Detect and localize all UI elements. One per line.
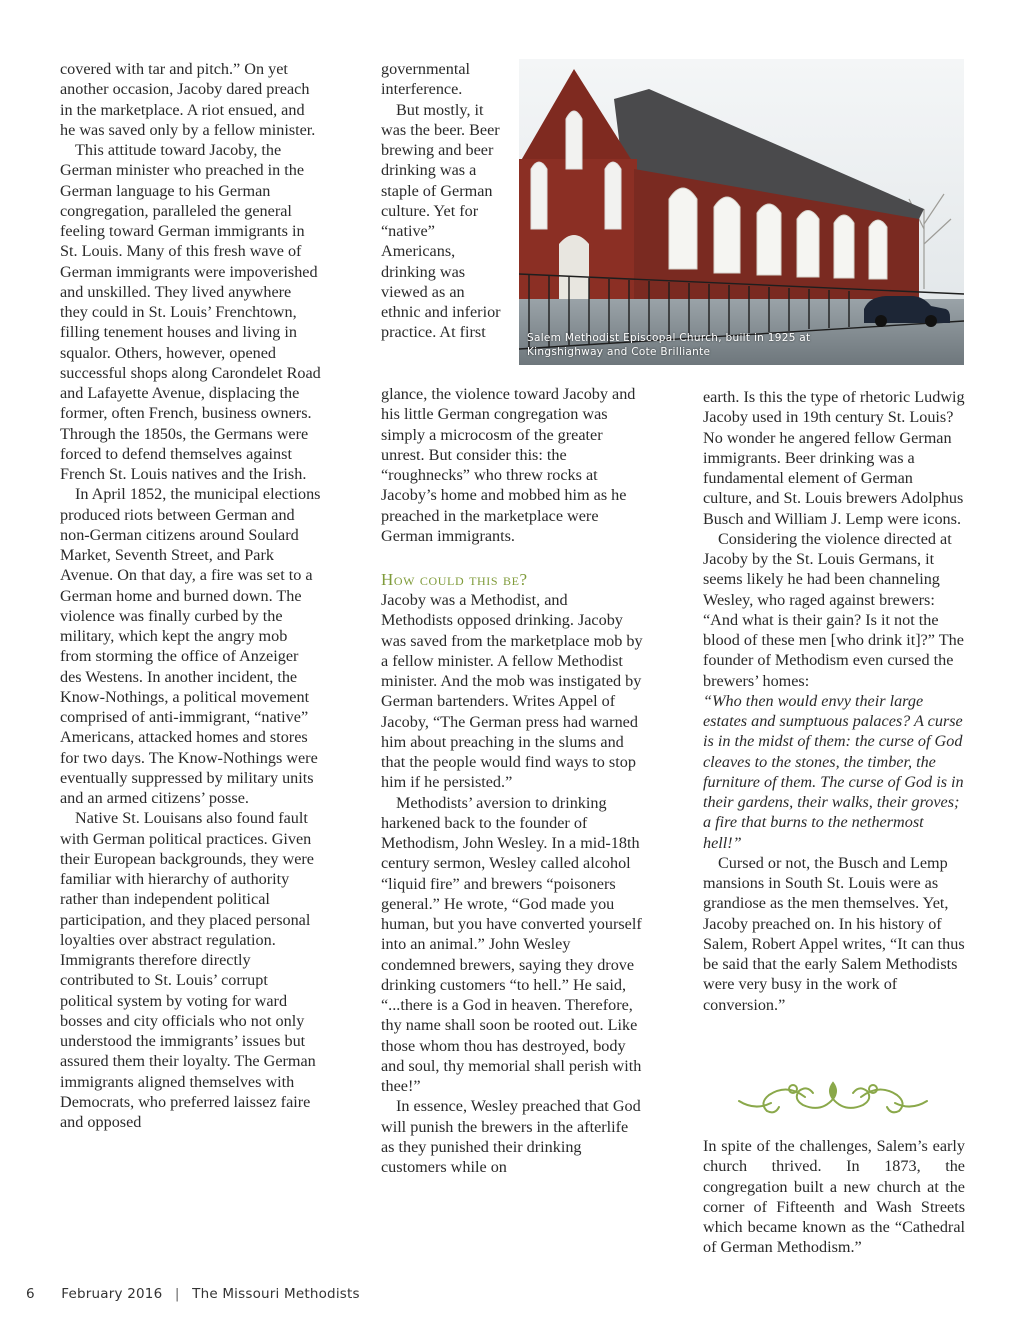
paragraph: Native St. Louisans also found fault with German political practices. Given their European backgrounds, they were familiar with hierarchy of authority rather than independent political participation, and they placed personal loyalties over abstract regulation. Immigrants therefore directly contributed to St. Louis’ corrupt political system by voting for ward bosses and city officials who not only understood the immigrants’ issues but assured them their loyalty. The German immigrants aligned themselves with Democrats, who preferred laissez faire and opposed [60,809,316,1131]
church-photo [519,59,964,365]
church-illustration [519,59,964,365]
paragraph: Considering the violence directed at Jacoby by the St. Louis Germans, it seems likely he had been channeling Wesley, who raged against brewers: “And what is their gain? Is it not the blood of these men [who drink it]?” The founder of Methodism even cursed the brewers’ homes: [703,529,964,690]
paragraph: But mostly, it was the beer. Beer brewing and beer drinking was a staple of German culture. Yet for “native” Americans, drinking was viewed as an ethnic and inferior practice. At first [381,100,501,342]
paragraph: earth. Is this the type of rhetoric Ludwig Jacoby used in 19th century St. Louis? No wonder he angered fellow German immigrants. Beer drinking was a fundamental element of German culture, and St. Louis brewers Adolphus Busch and William J. Lemp were icons. [703,388,965,528]
page-number: 6 [26,1286,35,1302]
column-3-end [703,1136,965,1258]
paragraph: covered with tar and pitch.” On yet another occasion, Jacoby dared preach in the marketplace. A riot ensued, and he was saved only by a fellow minister. [60,60,316,139]
paragraph: This attitude toward Jacoby, the German minister who preached in the German language to his German congregation, paralleled the general feeling toward German immigrants in St. Louis. Many of this fresh wave of German immigrants were impoverished and unskilled. They lived anywhere they could in St. Louis’ Frenchtown, filling tenement houses and living in squalor. Others, however, opened successful shops along Carondelet Road and Lafayette Avenue, displacing the former, often French, business owners. Through the 1850s, the Germans were forced to defend themselves against French St. Louis natives and the Irish. [60,141,321,483]
block-quote: “Who then would envy their large estates and sumptuous palaces? A curse is in the midst of them: the curse of God cleaves to the stones, the timber, the furniture of them. The curse of God is in their gardens, their walks, their groves; a fire that burns to the nethermost hell!” [703,691,964,852]
decorative-flourish-icon [735,1073,932,1121]
section-heading: How could this be? [381,570,528,589]
paragraph: In spite of the challenges, Salem’s early church thrived. In 1873, the congregation built a new church at the corner of Fifteenth and Wash Streets which became known as the “Cathedral of German Methodism.” [703,1137,965,1257]
paragraph: In essence, Wesley preached that God will punish the brewers in the afterlife as they punished their drinking customers while on [381,1097,641,1176]
paragraph: glance, the violence toward Jacoby and his little German congregation was simply a microcosm of the greater unrest. But consider this: the “roughnecks” who threw rocks at Jacoby’s home and mobbed him as he preached in the marketplace were German immigrants. [381,385,636,545]
paragraph: governmental interference. [381,60,470,99]
photo-caption: Salem Methodist Episcopal Church, built in 1925 at Kingshighway and Cote Brilliante [527,332,811,358]
footer-separator: | [174,1286,180,1302]
publication-name: The Missouri Methodists [192,1286,360,1302]
column-2-bottom [381,384,643,1177]
column-3 [703,387,965,1015]
column-2-top [381,59,506,343]
paragraph: Jacoby was a Methodist, and Methodists opposed drinking. Jacoby was saved from the marketplace mob by a fellow minister. A fellow Methodist minister. And the mob was instigated by German bartenders. Writes Appel of Jacoby, “The German press had warned him about preaching in the slums and that the people would find ways to stop him if he persisted.” [381,591,643,792]
paragraph: In April 1852, the municipal elections produced riots between German and non-German citizens around Soulard Market, Seventh Street, and Park Avenue. On that day, a fire was set to a German home and burned down. The violence was finally curbed by the military, which kept the angry mob from storming the office of Anzeiger des Westens. In another incident, the Know-Nothings, a political movement comprised of anti-immigrant, “native” Americans, attacked homes and stores for two days. The Know-Nothings were eventually suppressed by military units and an armed citizens’ posse. [60,485,321,807]
column-1 [60,59,322,1132]
issue-date: February 2016 [61,1286,163,1302]
paragraph: Methodists’ aversion to drinking harkened back to the founder of Methodism, John Wesley. In a mid-18th century sermon, Wesley called alcohol “liquid fire” and brewers “poisoners general.” He wrote, “God made you human, but you have converted yourself into an animal.” John Wesley condemned brewers, saying they drove drinking customers “to hell.” He said, “...there is a God in heaven. Therefore, thy name shall soon be rooted out. Like those whom thou has destroyed, body and soul, thy memorial shall perish with thee!” [381,793,642,1095]
paragraph: Cursed or not, the Busch and Lemp mansions in South St. Louis were as grandiose as the men themselves. Yet, Jacoby preached on. In his history of Salem, Robert Appel writes, “It can thus be said that the early Salem Methodists were very busy in the work of conversion.” [703,853,965,1014]
page-footer [26,1286,360,1302]
